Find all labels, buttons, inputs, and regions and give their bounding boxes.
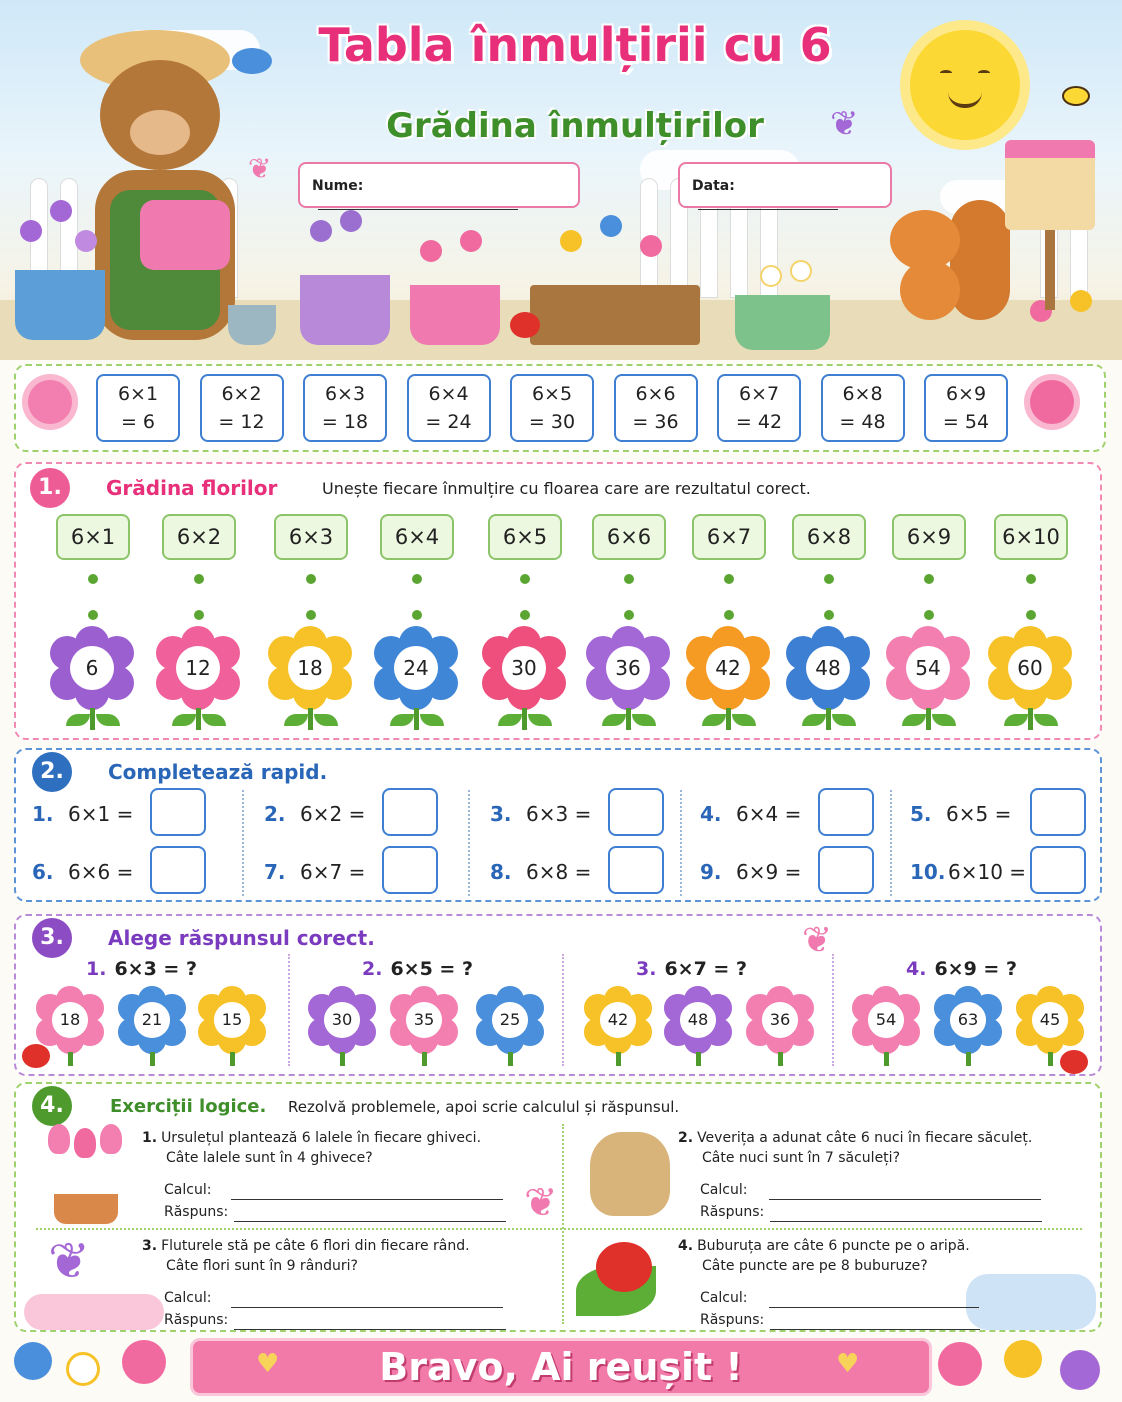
flower-answer[interactable] — [686, 626, 770, 710]
section-quick-fill — [14, 748, 1102, 902]
question-expression: 6×5 = — [946, 802, 1012, 826]
connect-dot-top[interactable] — [88, 574, 98, 584]
flower-answer[interactable] — [664, 986, 732, 1054]
squirrel-icon — [890, 190, 1000, 330]
problem-statement — [678, 1128, 1032, 1148]
mcq-question — [362, 958, 473, 980]
product-box[interactable]: 6×3 — [274, 514, 348, 560]
connect-dot-bottom[interactable] — [724, 610, 734, 620]
problem-line2: Câte nuci sunt în 7 săculeți? — [702, 1150, 900, 1166]
flower-answer[interactable] — [746, 986, 814, 1054]
problem-line2: Câte flori sunt în 9 rânduri? — [166, 1258, 358, 1274]
flower-answer[interactable] — [584, 986, 652, 1054]
flower-stem — [966, 1052, 971, 1066]
flower-answer[interactable] — [482, 626, 566, 710]
flower-number: 48 — [680, 1002, 716, 1038]
nut-sack-icon — [590, 1132, 670, 1216]
answer-box[interactable] — [382, 788, 438, 836]
page-subtitle: Grădina înmulțirilor — [386, 106, 764, 146]
flower-leaf — [96, 714, 120, 726]
table-expression: 6×4 — [428, 383, 469, 405]
flower-leaf — [802, 714, 826, 726]
section-title: Grădina florilor — [106, 476, 278, 500]
table-result: = 30 — [528, 411, 576, 433]
connect-dot-bottom[interactable] — [194, 610, 204, 620]
table-expression: 6×7 — [738, 383, 780, 405]
problem-number: 4. — [678, 1238, 694, 1254]
tulip-pot-icon — [40, 1124, 130, 1224]
problem-line1: Ursulețul plantează 6 lalele în fiecare ghiveci. — [161, 1130, 482, 1146]
birdhouse-icon — [1005, 140, 1095, 230]
bravo-banner — [190, 1338, 932, 1396]
calc-label: Calcul: — [700, 1182, 748, 1198]
mcq-number: 1. — [86, 958, 107, 980]
question-expression: 6×8 = — [526, 860, 592, 884]
flower-stem — [522, 708, 527, 730]
flower-bush-icon — [24, 1294, 164, 1330]
question-expression: 6×6 = — [68, 860, 134, 884]
flower-leaf — [172, 714, 196, 726]
answer-row — [164, 1310, 506, 1330]
flower-number: 54 — [868, 1002, 904, 1038]
question-number: 8. — [490, 860, 512, 884]
section-number: 3. — [32, 918, 72, 958]
answer-label: Răspuns: — [700, 1204, 765, 1220]
calc-line[interactable] — [231, 1296, 503, 1308]
flower-stem — [1028, 708, 1033, 730]
question-number: 9. — [700, 860, 722, 884]
product-box[interactable]: 6×9 — [892, 514, 966, 560]
flower-answer[interactable] — [374, 626, 458, 710]
banner-text: Bravo, Ai reușit ! — [379, 1345, 743, 1389]
table-result: = 24 — [425, 411, 472, 433]
table-result: = 18 — [321, 411, 369, 433]
answer-box[interactable] — [150, 846, 206, 894]
calc-row — [164, 1180, 503, 1200]
table-cell — [407, 374, 491, 442]
calc-line[interactable] — [231, 1188, 503, 1200]
flower-number: 45 — [1032, 1002, 1068, 1038]
flower-answer[interactable] — [476, 986, 544, 1054]
product-box[interactable]: 6×10 — [994, 514, 1068, 560]
table-expression: 6×3 — [324, 383, 366, 405]
date-field[interactable] — [678, 162, 892, 208]
flower-answer[interactable] — [988, 626, 1072, 710]
problem-statement — [678, 1236, 970, 1256]
flower-answer[interactable] — [1016, 986, 1084, 1054]
flower-number: 42 — [706, 646, 750, 690]
heart-icon: ♥ — [256, 1349, 280, 1379]
column-divider — [890, 790, 892, 896]
table-result: = 12 — [218, 411, 265, 433]
flower-icon — [1030, 380, 1074, 424]
answer-box[interactable] — [1030, 788, 1086, 836]
answer-line[interactable] — [770, 1318, 980, 1330]
mcq-question — [636, 958, 747, 980]
flower-leaf — [902, 714, 926, 726]
answer-line[interactable] — [234, 1318, 506, 1330]
footer-flowers-left — [4, 1336, 184, 1398]
mcq-expression: 6×3 = ? — [114, 958, 197, 980]
calc-row — [164, 1288, 503, 1308]
flower-number: 54 — [906, 646, 950, 690]
calc-label: Calcul: — [164, 1182, 212, 1198]
flower-leaf — [702, 714, 726, 726]
table-expression: 6×1 — [117, 383, 159, 405]
watering-can-icon — [140, 200, 230, 270]
mcq-expression: 6×5 = ? — [390, 958, 473, 980]
flower-answer[interactable] — [36, 986, 104, 1054]
question-number: 2. — [264, 802, 286, 826]
flower-number: 18 — [288, 646, 332, 690]
flower-number: 36 — [762, 1002, 798, 1038]
flower-answer[interactable] — [156, 626, 240, 710]
problem-line1: Fluturele stă pe câte 6 flori din fiecare rând. — [161, 1238, 470, 1254]
flower-number: 35 — [406, 1002, 442, 1038]
flower-number: 36 — [606, 646, 650, 690]
header-illustration — [0, 0, 1122, 360]
table-cell — [303, 374, 387, 442]
page-title: Tabla înmulțirii cu 6 — [318, 18, 832, 72]
section-logic-exercises — [14, 1082, 1102, 1332]
calc-line[interactable] — [769, 1296, 979, 1308]
connect-dot-top[interactable] — [924, 574, 934, 584]
product-box[interactable]: 6×8 — [792, 514, 866, 560]
product-box[interactable]: 6×1 — [56, 514, 130, 560]
flower-leaf — [390, 714, 414, 726]
table-result: = 54 — [942, 411, 990, 433]
question-number: 5. — [910, 802, 932, 826]
butterfly-icon: ❦ — [802, 920, 833, 961]
connect-dot-bottom[interactable] — [306, 610, 316, 620]
flower-answer[interactable] — [390, 986, 458, 1054]
question-expression: 6×10 = — [948, 860, 1027, 884]
flower-number: 30 — [502, 646, 546, 690]
answer-box[interactable] — [1030, 846, 1086, 894]
flower-pot-icon — [735, 295, 830, 350]
flower-stem — [196, 708, 201, 730]
footer-flowers-right — [934, 1336, 1118, 1398]
table-expression: 6×2 — [221, 383, 262, 405]
flower-number: 60 — [1008, 646, 1052, 690]
flower-leaf — [314, 714, 338, 726]
flower-leaf — [732, 714, 756, 726]
answer-row — [164, 1202, 506, 1222]
mcq-number: 3. — [636, 958, 657, 980]
calc-label: Calcul: — [164, 1290, 212, 1306]
flower-number: 6 — [70, 646, 114, 690]
date-label: Data: — [692, 178, 735, 194]
answer-box[interactable] — [382, 846, 438, 894]
section-instruction: Rezolvă problemele, apoi scrie calculul și răspunsul. — [288, 1098, 680, 1116]
answer-label: Răspuns: — [700, 1312, 765, 1328]
connect-dot-top[interactable] — [724, 574, 734, 584]
product-box[interactable]: 6×7 — [692, 514, 766, 560]
flower-pot-icon — [300, 275, 390, 345]
flower-number: 15 — [214, 1002, 250, 1038]
flower-leaf — [284, 714, 308, 726]
connect-dot-top[interactable] — [1026, 574, 1036, 584]
table-expression: 6×6 — [635, 383, 676, 405]
section-number: 4. — [32, 1086, 72, 1126]
answer-label: Răspuns: — [164, 1204, 229, 1220]
question-expression: 6×1 = — [68, 802, 134, 826]
butterfly-icon: ❦ — [48, 1232, 90, 1290]
flower-pot-icon — [228, 305, 276, 345]
connect-dot-bottom[interactable] — [924, 610, 934, 620]
calc-label: Calcul: — [700, 1290, 748, 1306]
calc-line[interactable] — [769, 1188, 1041, 1200]
problem-number: 3. — [142, 1238, 158, 1254]
product-box[interactable]: 6×5 — [488, 514, 562, 560]
question-expression: 6×3 = — [526, 802, 592, 826]
problem-line1: Veverița a adunat câte 6 nuci în fiecare săculeț. — [697, 1130, 1033, 1146]
flower-number: 63 — [950, 1002, 986, 1038]
mcq-expression: 6×7 = ? — [664, 958, 747, 980]
section-number: 2. — [32, 752, 72, 792]
connect-dot-bottom[interactable] — [624, 610, 634, 620]
connect-dot-top[interactable] — [194, 574, 204, 584]
table-cell — [200, 374, 284, 442]
answer-box[interactable] — [818, 788, 874, 836]
table-expression: 6×8 — [842, 383, 883, 405]
flower-leaf — [832, 714, 856, 726]
problem-number: 2. — [678, 1130, 694, 1146]
connect-dot-bottom[interactable] — [88, 610, 98, 620]
table-cell — [510, 374, 594, 442]
problem-line2: Câte puncte are pe 8 buburuze? — [702, 1258, 928, 1274]
problem-line1: Buburuța are câte 6 puncte pe o aripă. — [697, 1238, 970, 1254]
flower-number: 30 — [324, 1002, 360, 1038]
flower-pot-icon — [15, 270, 105, 340]
problem-number: 1. — [142, 1130, 158, 1146]
flower-stem — [884, 1052, 889, 1066]
question-number: 6. — [32, 860, 54, 884]
flower-leaf — [528, 714, 552, 726]
table-cell — [924, 374, 1008, 442]
bear-icon — [80, 30, 250, 330]
flower-number: 21 — [134, 1002, 170, 1038]
flower-leaf — [932, 714, 956, 726]
flower-stem — [726, 708, 731, 730]
table-cell — [614, 374, 698, 442]
question-number: 4. — [700, 802, 722, 826]
flower-leaf — [66, 714, 90, 726]
flower-stem — [150, 1052, 155, 1066]
table-result: = 42 — [735, 411, 783, 433]
section-flower-garden — [14, 462, 1102, 740]
table-cell — [96, 374, 180, 442]
question-expression: 6×4 = — [736, 802, 802, 826]
flower-stem — [626, 708, 631, 730]
butterfly-icon: ❦ — [524, 1180, 558, 1226]
product-box[interactable]: 6×6 — [592, 514, 666, 560]
flower-stem — [508, 1052, 513, 1066]
flower-answer[interactable] — [118, 986, 186, 1054]
table-expression: 6×9 — [945, 383, 987, 405]
question-number: 7. — [264, 860, 286, 884]
question-expression: 6×7 = — [300, 860, 366, 884]
flower-answer[interactable] — [268, 626, 352, 710]
ladybug-icon — [510, 312, 540, 338]
flower-number: 48 — [806, 646, 850, 690]
flower-leaf — [1034, 714, 1058, 726]
table-result: = 36 — [632, 411, 679, 433]
flower-stem — [778, 1052, 783, 1066]
flower-stem — [616, 1052, 621, 1066]
butterfly-icon: ❦ — [248, 152, 272, 185]
flower-leaf — [632, 714, 656, 726]
question-number: 1. — [32, 802, 54, 826]
connect-dot-bottom[interactable] — [824, 610, 834, 620]
mcq-number: 2. — [362, 958, 383, 980]
ladybug-leaf-icon — [576, 1236, 666, 1324]
answer-box[interactable] — [150, 788, 206, 836]
flower-answer[interactable] — [586, 626, 670, 710]
answer-box[interactable] — [608, 788, 664, 836]
section-multiple-choice — [14, 914, 1102, 1076]
flower-leaf — [498, 714, 522, 726]
answer-box[interactable] — [608, 846, 664, 894]
flower-pot-icon — [410, 285, 500, 345]
mcq-question — [906, 958, 1017, 980]
problem-statement — [142, 1128, 481, 1148]
column-divider — [562, 954, 564, 1066]
mcq-number: 4. — [906, 958, 927, 980]
calc-row — [700, 1180, 1041, 1200]
flower-answer[interactable] — [308, 986, 376, 1054]
connect-dot-bottom[interactable] — [412, 610, 422, 620]
calc-row — [700, 1288, 979, 1308]
product-box[interactable]: 6×4 — [380, 514, 454, 560]
name-field[interactable] — [298, 162, 580, 208]
flower-number: 18 — [52, 1002, 88, 1038]
flower-icon — [28, 380, 72, 424]
section-title: Completează rapid. — [108, 760, 328, 784]
flower-stem — [90, 708, 95, 730]
question-number: 10. — [910, 860, 946, 884]
connect-dot-top[interactable] — [824, 574, 834, 584]
mcq-question — [86, 958, 197, 980]
flower-bush-icon — [966, 1274, 1096, 1330]
section-number: 1. — [30, 468, 70, 508]
heart-icon: ♥ — [836, 1349, 860, 1379]
flower-stem — [230, 1052, 235, 1066]
column-divider — [242, 790, 244, 896]
flower-stem — [68, 1052, 73, 1066]
table-expression: 6×5 — [531, 383, 573, 405]
flower-stem — [422, 1052, 427, 1066]
flower-answer[interactable] — [198, 986, 266, 1054]
flower-answer[interactable] — [852, 986, 920, 1054]
flower-answer[interactable] — [886, 626, 970, 710]
answer-row — [700, 1202, 1042, 1222]
table-cell — [717, 374, 801, 442]
mcq-expression: 6×9 = ? — [934, 958, 1017, 980]
flower-leaf — [1004, 714, 1028, 726]
multiplication-table — [14, 364, 1106, 452]
product-box[interactable]: 6×2 — [162, 514, 236, 560]
flower-stem — [308, 708, 313, 730]
flower-answer[interactable] — [50, 626, 134, 710]
flower-stem — [826, 708, 831, 730]
table-result: = 48 — [839, 411, 886, 433]
flower-stem — [340, 1052, 345, 1066]
connect-dot-top[interactable] — [520, 574, 530, 584]
flower-leaf — [420, 714, 444, 726]
question-expression: 6×9 = — [736, 860, 802, 884]
flower-leaf — [602, 714, 626, 726]
problem-statement — [142, 1236, 470, 1256]
section-title: Alege răspunsul corect. — [108, 926, 375, 950]
answer-box[interactable] — [818, 846, 874, 894]
connect-dot-bottom[interactable] — [1026, 610, 1036, 620]
flower-box-icon — [530, 285, 700, 345]
answer-line[interactable] — [234, 1210, 506, 1222]
flower-stem — [926, 708, 931, 730]
question-number: 3. — [490, 802, 512, 826]
flower-number: 25 — [492, 1002, 528, 1038]
answer-label: Răspuns: — [164, 1312, 229, 1328]
answer-row — [700, 1310, 980, 1330]
column-divider — [832, 954, 834, 1066]
flower-number: 24 — [394, 646, 438, 690]
flower-answer[interactable] — [934, 986, 1002, 1054]
flower-leaf — [202, 714, 226, 726]
question-expression: 6×2 = — [300, 802, 366, 826]
section-title: Exerciții logice. — [110, 1096, 267, 1117]
flower-number: 12 — [176, 646, 220, 690]
name-label: Nume: — [312, 178, 364, 194]
flower-stem — [1048, 1052, 1053, 1066]
flower-stem — [414, 708, 419, 730]
table-cell — [821, 374, 905, 442]
column-divider — [468, 790, 470, 896]
connect-dot-top[interactable] — [306, 574, 316, 584]
connect-dot-top[interactable] — [412, 574, 422, 584]
butterfly-icon: ❦ — [830, 104, 859, 144]
flower-answer[interactable] — [786, 626, 870, 710]
problem-line2: Câte lalele sunt în 4 ghivece? — [166, 1150, 373, 1166]
column-divider — [288, 954, 290, 1066]
flower-stem — [696, 1052, 701, 1066]
connect-dot-bottom[interactable] — [520, 610, 530, 620]
section-instruction: Unește fiecare înmulțire cu floarea care are rezultatul corect. — [322, 479, 811, 498]
table-result: = 6 — [120, 411, 156, 433]
bee-icon — [1062, 86, 1090, 106]
column-divider — [680, 790, 682, 896]
flower-number: 42 — [600, 1002, 636, 1038]
connect-dot-top[interactable] — [624, 574, 634, 584]
answer-line[interactable] — [770, 1210, 1042, 1222]
sun-icon — [910, 30, 1020, 140]
